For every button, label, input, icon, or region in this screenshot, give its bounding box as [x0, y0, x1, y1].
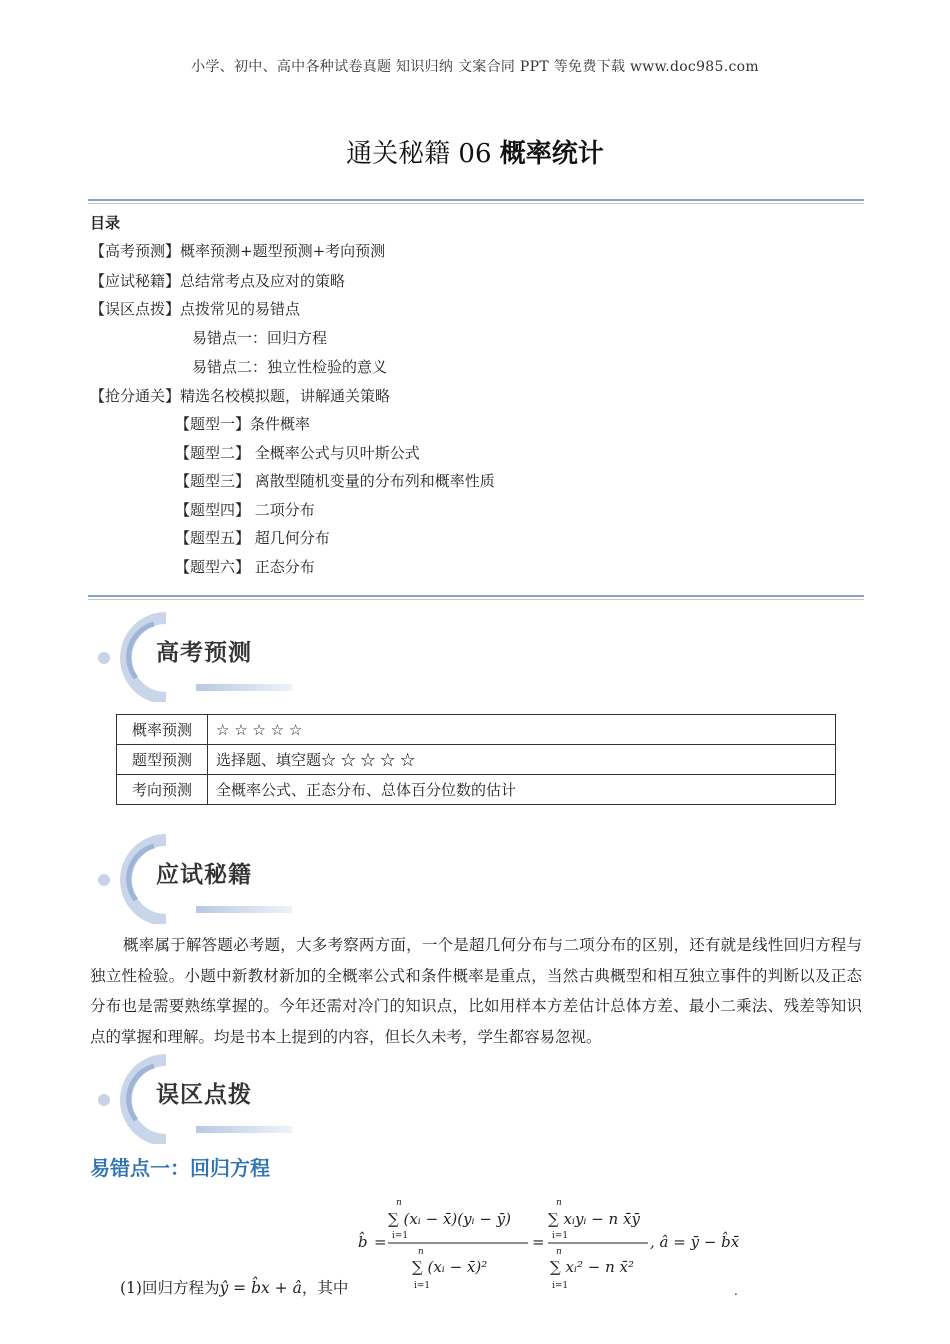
formula-a-hat: , â = ȳ − b̂x̄	[650, 1233, 740, 1251]
toc-item: 【抢分通关】精选名校模拟题，讲解通关策略	[90, 387, 391, 405]
toc-item: 【题型一】条件概率	[175, 415, 311, 433]
doc-title-prefix: 通关秘籍 06	[346, 139, 500, 169]
formula-numerator-2: ∑ xᵢyᵢ − n x̄ȳ	[548, 1210, 640, 1228]
page-header: 小学、初中、高中各种试卷真题 知识归纳 文案合同 PPT 等免费下载 www.doc985.com	[191, 59, 759, 75]
divider-top	[88, 199, 864, 205]
regression-equation-line	[120, 1276, 348, 1298]
toc-item: 【题型三】 离散型随机变量的分布列和概率性质	[175, 472, 495, 490]
section-title-forecast: 高考预测	[156, 640, 252, 666]
regression-equation: ŷ = b̂x + â	[219, 1279, 302, 1297]
table-cell-value: 全概率公式、正态分布、总体百分位数的估计	[208, 775, 836, 805]
formula-sum-top: n	[556, 1247, 562, 1257]
table-row	[117, 715, 836, 745]
forecast-table	[116, 714, 836, 805]
toc-item: 【题型六】 正态分布	[175, 558, 315, 576]
toc-item: 【误区点拨】点拨常见的易错点	[90, 300, 301, 318]
formula-sum-top: n	[396, 1198, 402, 1208]
toc-item: 易错点二：独立性检验的意义	[192, 358, 388, 376]
toc-item: 易错点一：回归方程	[192, 329, 328, 347]
error-point-heading: 易错点一：回归方程	[90, 1156, 270, 1180]
section-title-tips: 应试秘籍	[156, 862, 252, 888]
regression-line-mid: ，其中	[301, 1279, 349, 1297]
table-cell-key: 概率预测	[117, 715, 208, 745]
section-banner-errors	[96, 1054, 296, 1144]
table-row	[117, 775, 836, 805]
table-cell-value: ☆ ☆ ☆ ☆ ☆	[208, 715, 836, 745]
formula-denominator-1: ∑ (xᵢ − x̄)²	[412, 1258, 488, 1276]
toc-heading: 目录	[90, 214, 121, 232]
divider-bottom	[88, 595, 864, 601]
formula-equals: =	[532, 1233, 545, 1251]
section-title-errors: 误区点拨	[156, 1082, 252, 1108]
formula-sum-bottom: i=1	[552, 1231, 569, 1241]
table-cell-key: 考向预测	[117, 775, 208, 805]
toc-item: 【题型四】 二项分布	[175, 501, 315, 519]
doc-title-bold: 概率统计	[499, 139, 604, 169]
formula-equals: =	[374, 1233, 387, 1251]
formula-sum-bottom: i=1	[552, 1281, 569, 1291]
table-row	[117, 745, 836, 775]
regression-formula	[356, 1194, 746, 1294]
toc-item: 【高考预测】概率预测+题型预测+考向预测	[90, 242, 386, 260]
toc-item: 【题型五】 超几何分布	[175, 529, 330, 547]
regression-line-prefix: (1)回归方程为	[120, 1279, 220, 1297]
formula-sum-bottom: i=1	[414, 1281, 431, 1291]
toc-item: 【应试秘籍】总结常考点及应对的策略	[90, 272, 346, 290]
toc-item: 【题型二】 全概率公式与贝叶斯公式	[175, 444, 420, 462]
formula-b-hat: b̂	[358, 1233, 368, 1251]
doc-title	[0, 133, 950, 170]
formula-sum-bottom: i=1	[392, 1231, 409, 1241]
table-cell-value: 选择题、填空题☆ ☆ ☆ ☆ ☆	[208, 745, 836, 775]
formula-numerator-1: ∑ (xᵢ − x̄)(yᵢ − ȳ)	[388, 1210, 511, 1228]
table-cell-key: 题型预测	[117, 745, 208, 775]
section-banner-forecast	[96, 612, 296, 702]
end-dot: .	[734, 1284, 738, 1298]
formula-denominator-2: ∑ xᵢ² − n x̄²	[550, 1258, 634, 1276]
formula-sum-top: n	[418, 1247, 424, 1257]
section-banner-tips	[96, 834, 296, 924]
tips-paragraph: 概率属于解答题必考题，大多考察两方面，一个是超几何分布与二项分布的区别，还有就是线性回归方程与独立性检验。小题中新教材新加的全概率公式和条件概率是重点，当然古典概型和相互独立事件的判断以及正态分布也是需要熟练掌握的。今年还需对冷门的知识点，比如用样本方差估计总体方差、最小二乘法、残差等知识点的掌握和理解。均是书本上提到的内容，但长久未考，学生都容易忽视。	[90, 936, 862, 1046]
formula-sum-top: n	[556, 1198, 562, 1208]
